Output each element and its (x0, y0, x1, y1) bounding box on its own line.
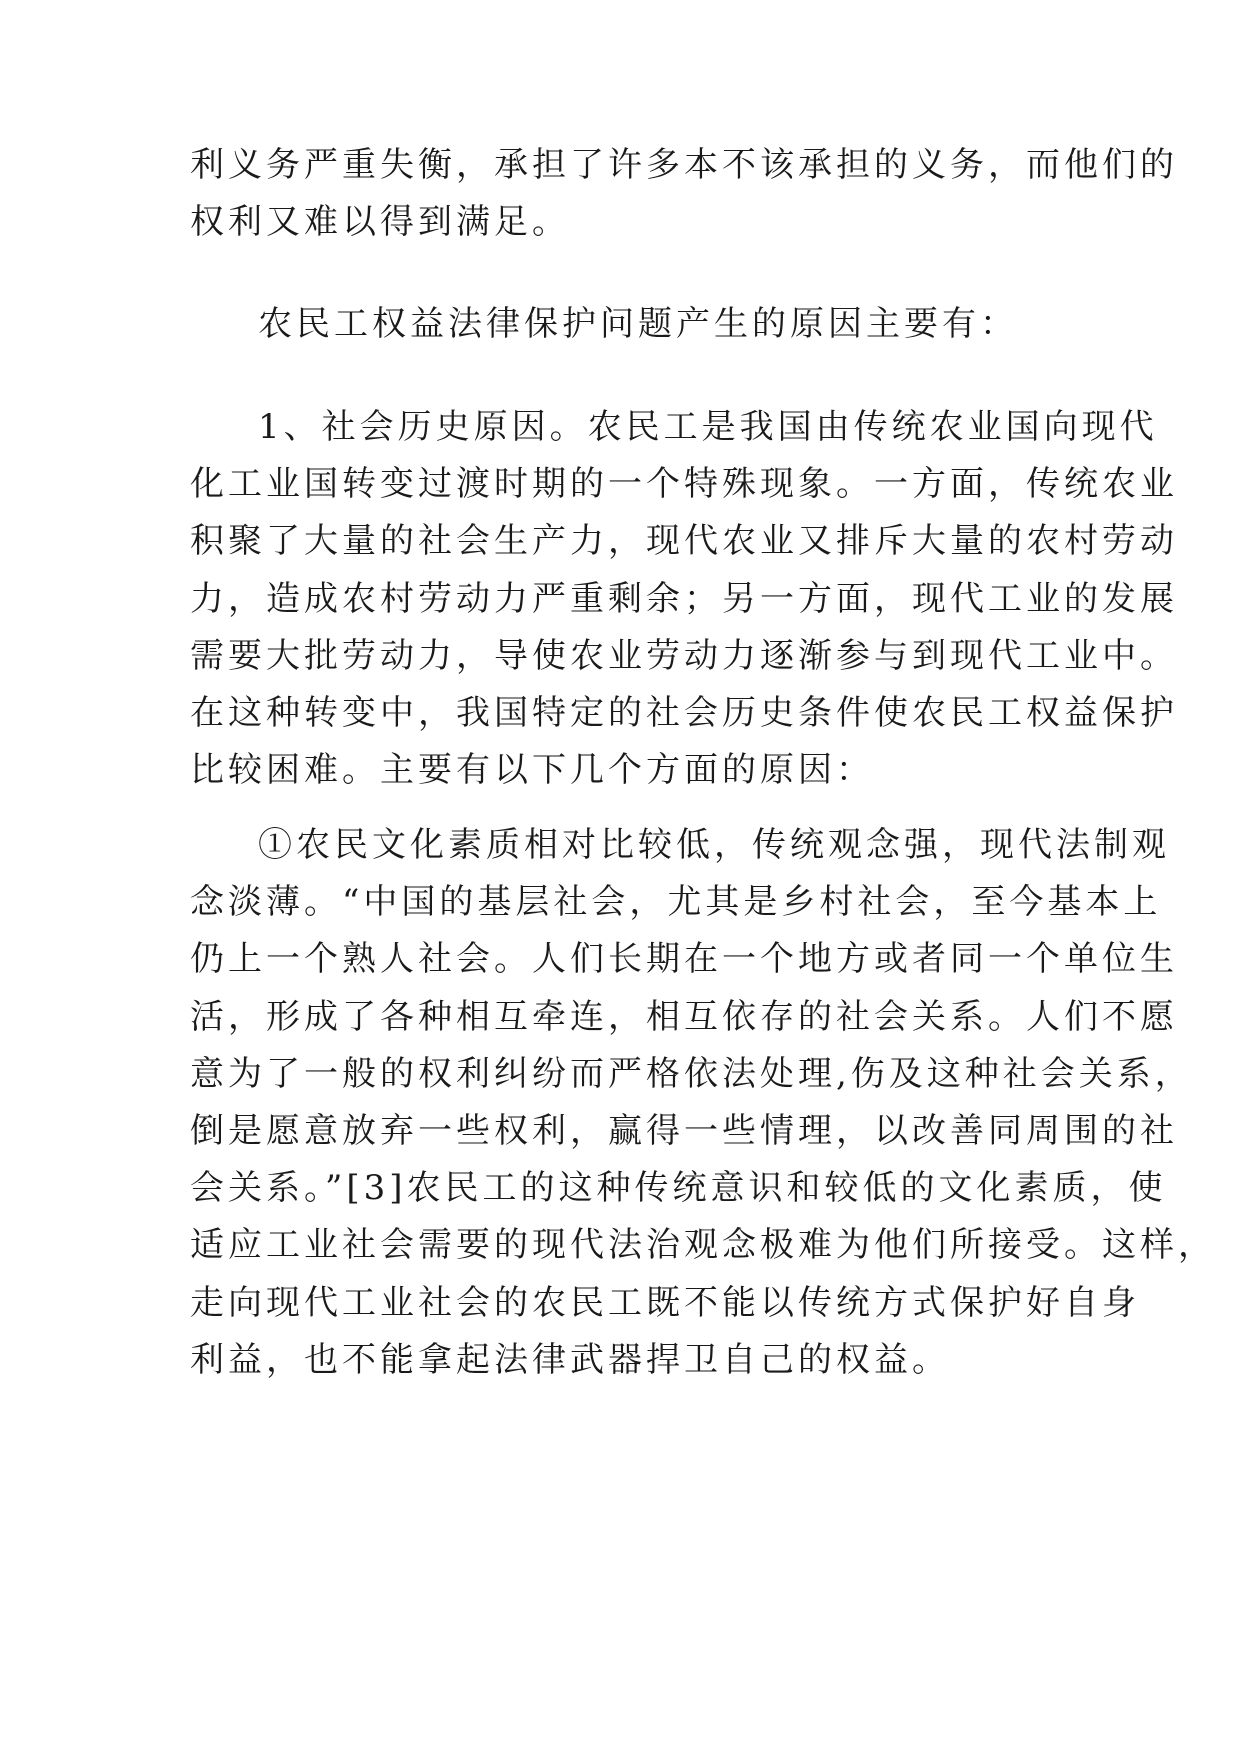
text-line: 念淡薄。“中国的基层社会，尤其是乡村社会，至今基本上 (190, 882, 1162, 923)
text-line: 倒是愿意放弃一些权利，赢得一些情理，以改善同周围的社 (190, 1110, 1178, 1151)
text-line: 活，形成了各种相互牵连，相互依存的社会关系。人们不愿 (190, 996, 1178, 1037)
text-line: 积聚了大量的社会生产力，现代农业又排斥大量的农村劳动 (190, 521, 1178, 562)
text-line: 力，造成农村劳动力严重剩余；另一方面，现代工业的发展 (190, 578, 1178, 619)
paragraph-continuation (190, 137, 1178, 251)
text-line: 意为了一般的权利纠纷而严格依法处理,伤及这种社会关系， (190, 1053, 1193, 1094)
text-line: 比较困难。主要有以下几个方面的原因： (190, 750, 874, 791)
text-line: 会关系。”[3]农民工的这种传统意识和较低的文化素质，使 (190, 1168, 1167, 1209)
paragraph-social-history (190, 399, 1178, 799)
text-line: 1、社会历史原因。农民工是我国由传统农业国向现代 (258, 407, 1158, 447)
text-line: 需要大批劳动力，导使农业劳动力逐渐参与到现代工业中。 (190, 635, 1178, 676)
paragraph-cultural-quality (190, 817, 1216, 1389)
text-line: 在这种转变中，我国特定的社会历史条件使农民工权益保护 (190, 692, 1178, 733)
text-line: 利益，也不能拿起法律武器捍卫自己的权益。 (190, 1339, 950, 1380)
text-line: 适应工业社会需要的现代法治观念极难为他们所接受。这样， (190, 1225, 1216, 1266)
text-line: 化工业国转变过渡时期的一个特殊现象。一方面，传统农业 (190, 464, 1178, 505)
text-line: 利义务严重失衡，承担了许多本不该承担的义务，而他们的 (190, 145, 1178, 185)
paragraph-intro (190, 296, 1070, 353)
text-line: 走向现代工业社会的农民工既不能以传统方式保护好自身 (190, 1282, 1140, 1323)
text-line: 农民工权益法律保护问题产生的原因主要有： (258, 304, 1018, 344)
text-line: 仍上一个熟人社会。人们长期在一个地方或者同一个单位生 (190, 939, 1178, 980)
text-line: 权利又难以得到满足。 (190, 202, 570, 243)
text-line: ①农民文化素质相对比较低，传统观念强，现代法制观 (258, 825, 1170, 865)
